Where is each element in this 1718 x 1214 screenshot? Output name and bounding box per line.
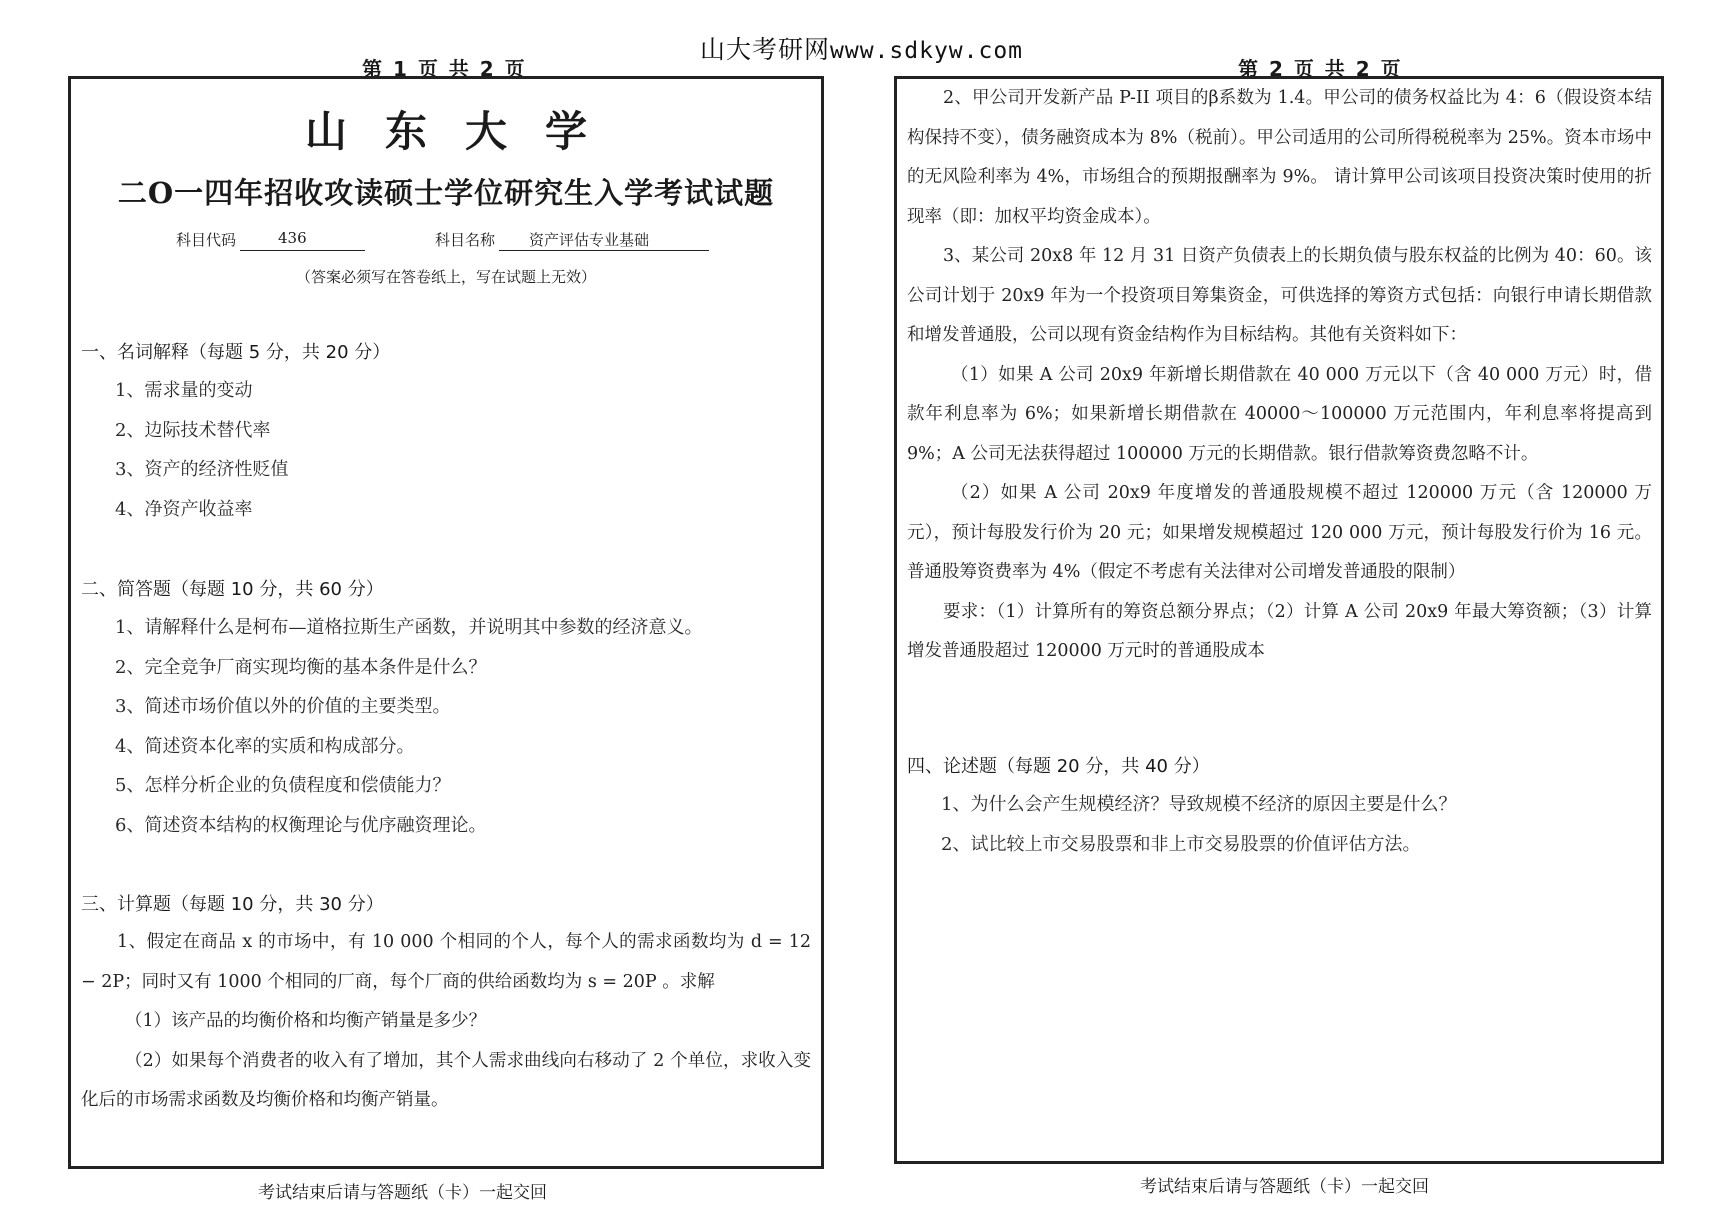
list-item: 1、请解释什么是柯布—道格拉斯生产函数，并说明其中参数的经济意义。 bbox=[115, 617, 703, 638]
calc-question-2-block bbox=[907, 79, 1652, 237]
section-1 bbox=[81, 335, 811, 529]
list-item: 1、需求量的变动 bbox=[115, 380, 253, 401]
exam-page-2 bbox=[894, 76, 1664, 1164]
list-item: 2、边际技术替代率 bbox=[115, 419, 271, 441]
calc-question-2: 2、甲公司开发新产品 P-II 项目的β系数为 1.4。甲公司的债务权益比为 4：6（假设资本结构保持不变），债务融资成本为 8%（税前）。甲公司适用的公司所得税税率为 25%。资本市场中的无风险利率为 4%，市场组合的预期报酬率为 9%。 请计算甲公司该项目投资决策时使用的折现率（即：加权平均资金成本）。 bbox=[907, 88, 1652, 227]
list-item: 3、简述市场价值以外的价值的主要类型。 bbox=[115, 696, 451, 717]
page2-header: 第 2 页 共 2 页 bbox=[1238, 57, 1403, 81]
section-4 bbox=[907, 749, 1652, 864]
list-item: 4、简述资本化率的实质和构成部分。 bbox=[115, 735, 415, 757]
page2-footer: 考试结束后请与答题纸（卡）一起交回 bbox=[1140, 1177, 1429, 1197]
list-item: 4、净资产收益率 bbox=[115, 498, 253, 520]
calc-question-3-requirements: 要求：（1）计算所有的筹资总额分界点；（2）计算 A 公司 20x9 年最大筹资额；（3）计算增发普通股超过 120000 万元时的普通股成本 bbox=[907, 601, 1652, 661]
exam-title: 二O一四年招收攻读硕士学位研究生入学考试试题 bbox=[117, 176, 775, 210]
section-2 bbox=[81, 572, 811, 845]
list-item: 6、简述资本结构的权衡理论与优序融资理论。 bbox=[115, 814, 487, 836]
list-item: 1、为什么会产生规模经济？导致规模不经济的原因主要是什么？ bbox=[941, 794, 1457, 815]
list-item: 3、资产的经济性贬值 bbox=[115, 459, 289, 480]
calc-question-1-part-1: （1）该产品的均衡价格和均衡产销量是多少？ bbox=[125, 1011, 487, 1031]
page1-footer: 考试结束后请与答题纸（卡）一起交回 bbox=[258, 1183, 547, 1203]
university-name: 山东大学 bbox=[304, 107, 625, 156]
calc-question-1: 1、假定在商品 x 的市场中，有 10 000 个相同的个人，每个人的需求函数均为 d = 12 − 2P；同时又有 1000 个相同的厂商，每个厂商的供给函数均为 s = 20P 。求解 bbox=[81, 932, 811, 992]
subject-name: 资产评估专业基础 bbox=[499, 229, 709, 251]
watermark-url: www.sdkyw.com bbox=[830, 38, 1024, 64]
list-item: 2、试比较上市交易股票和非上市交易股票的价值评估方法。 bbox=[941, 833, 1421, 855]
section-3-title: 三、计算题（每题 10 分，共 30 分） bbox=[81, 894, 384, 915]
list-item: 5、怎样分析企业的负债程度和偿债能力？ bbox=[115, 775, 451, 796]
section-2-title: 二、简答题（每题 10 分，共 60 分） bbox=[81, 579, 384, 600]
calc-question-3-block bbox=[907, 237, 1652, 672]
calc-question-3-part-2: （2）如果 A 公司 20x9 年度增发的普通股规模不超过 120000 万元（含 120000 万元），预计每股发行价为 20 元；如果增发规模超过 120 000 万元，预计每股发行价为 16 元。普通股筹资费率为 4%（假定不考虑有关法律对公司增发普通股的限制） bbox=[907, 483, 1652, 582]
calc-question-3-part-1: （1）如果 A 公司 20x9 年新增长期借款在 40 000 万元以下（含 40 000 万元）时，借款年利息率为 6%；如果新增长期借款在 40000～100000 万元范围内，年利息率将提高到 9%；A 公司无法获得超过 100000 万元的长期借款。银行借款筹资费忽略不计。 bbox=[907, 364, 1652, 464]
subject-line bbox=[176, 229, 709, 251]
section-3 bbox=[81, 887, 811, 1121]
site-watermark bbox=[700, 30, 1023, 66]
watermark-brand: 山大考研网 bbox=[700, 35, 831, 64]
calc-question-1-part-2: （2）如果每个消费者的收入有了增加，其个人需求曲线向右移动了 2 个单位，求收入变化后的市场需求函数及均衡价格和均衡产销量。 bbox=[81, 1050, 811, 1110]
list-item: 2、完全竞争厂商实现均衡的基本条件是什么？ bbox=[115, 656, 487, 678]
subject-name-label: 科目名称 bbox=[435, 231, 496, 249]
subject-code: 436 bbox=[240, 229, 365, 251]
section-4-title: 四、论述题（每题 20 分，共 40 分） bbox=[907, 756, 1210, 777]
calc-question-3: 3、某公司 20x8 年 12 月 31 日资产负债表上的长期负债与股东权益的比例为 40：60。该公司计划于 20x9 年为一个投资项目筹集资金，可供选择的筹资方式包括：向银行申请长期借款和增发普通股，公司以现有资金结构作为目标结构。其他有关资料如下： bbox=[907, 246, 1652, 345]
exam-page-1 bbox=[68, 76, 824, 1169]
subject-code-label: 科目代码 bbox=[176, 231, 237, 249]
page1-header: 第 1 页 共 2 页 bbox=[362, 57, 527, 81]
answer-notice: （答案必须写在答卷纸上，写在试题上无效） bbox=[295, 268, 596, 286]
section-1-title: 一、名词解释（每题 5 分，共 20 分） bbox=[81, 342, 391, 363]
